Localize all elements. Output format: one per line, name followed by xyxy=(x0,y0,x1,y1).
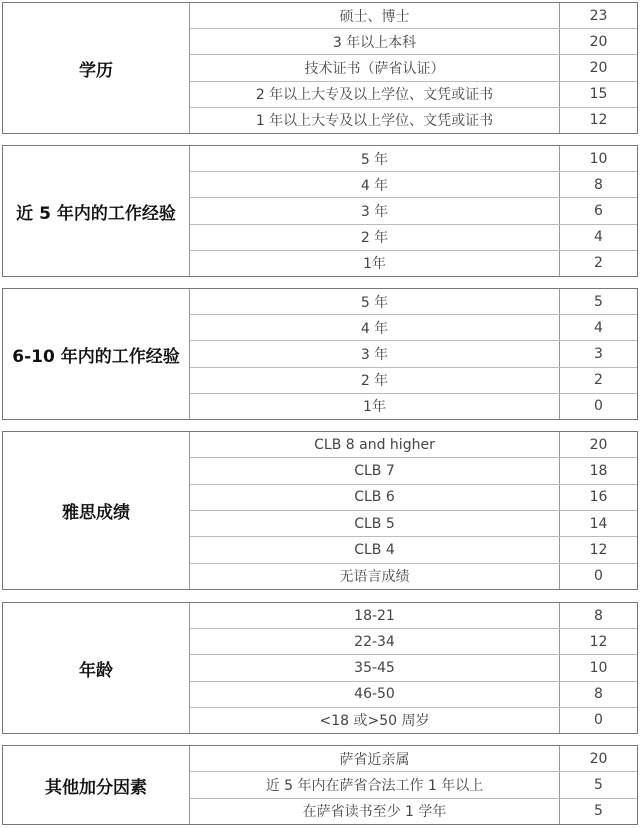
section-rows xyxy=(190,746,637,824)
score-cell: 5 xyxy=(594,776,603,793)
table-row xyxy=(190,432,637,457)
table-row xyxy=(190,707,637,733)
section-table xyxy=(2,145,638,277)
score-cell: 5 xyxy=(594,293,603,310)
item-cell: <18 或>50 周岁 xyxy=(190,708,560,733)
table-row xyxy=(190,107,637,133)
item-cell: 35-45 xyxy=(190,655,560,680)
item-cell: 46-50 xyxy=(190,682,560,707)
score-cell: 4 xyxy=(594,229,603,246)
score-cell: 20 xyxy=(589,750,608,767)
table-row xyxy=(190,746,637,771)
section-title: 年龄 xyxy=(3,603,190,733)
score-cell: 15 xyxy=(589,86,608,103)
table-row xyxy=(190,563,637,589)
item-cell: 3 年以上本科 xyxy=(190,29,560,54)
item-cell: CLB 8 and higher xyxy=(190,432,560,457)
table-row xyxy=(190,457,637,483)
table-row xyxy=(190,340,637,366)
item-cell: 在萨省读书至少 1 学年 xyxy=(190,799,560,824)
item-cell: 萨省近亲属 xyxy=(190,746,560,771)
score-cell: 12 xyxy=(589,633,608,650)
section-rows xyxy=(190,289,637,419)
section-table xyxy=(2,745,638,825)
section-table xyxy=(2,431,638,590)
section-rows xyxy=(190,146,637,276)
section-title: 雅思成绩 xyxy=(3,432,190,589)
table-row xyxy=(190,250,637,276)
table-row xyxy=(190,28,637,54)
section-table xyxy=(2,2,638,134)
table-row xyxy=(190,484,637,510)
score-cell: 0 xyxy=(594,712,603,729)
score-cell: 18 xyxy=(589,462,608,479)
table-row xyxy=(190,367,637,393)
item-cell: 4 年 xyxy=(190,315,560,340)
item-cell: CLB 5 xyxy=(190,511,560,536)
section-title: 6-10 年内的工作经验 xyxy=(3,289,190,419)
item-cell: 22-34 xyxy=(190,629,560,654)
score-cell: 3 xyxy=(594,346,603,362)
table-row xyxy=(190,510,637,536)
table-row xyxy=(190,146,637,171)
item-cell: 3 年 xyxy=(190,341,560,366)
item-cell: CLB 7 xyxy=(190,458,560,483)
section-title: 其他加分因素 xyxy=(3,746,190,824)
score-cell: 0 xyxy=(594,398,603,415)
item-cell: 5 年 xyxy=(190,289,560,314)
score-cell: 10 xyxy=(589,660,608,676)
score-cell: 2 xyxy=(594,372,603,389)
table-row xyxy=(190,654,637,680)
section-table xyxy=(2,288,638,420)
item-cell: 无语言成绩 xyxy=(190,564,560,589)
table-row xyxy=(190,224,637,250)
item-cell: 18-21 xyxy=(190,603,560,628)
item-cell: 2 年以上大专及以上学位、文凭或证书 xyxy=(190,82,560,107)
section-table xyxy=(2,602,638,734)
item-cell: 近 5 年内在萨省合法工作 1 年以上 xyxy=(190,772,560,797)
score-cell: 20 xyxy=(589,33,608,50)
score-cell: 12 xyxy=(589,112,608,129)
table-row xyxy=(190,771,637,797)
score-cell: 14 xyxy=(589,515,608,532)
item-cell: 4 年 xyxy=(190,172,560,197)
section-rows xyxy=(190,432,637,589)
table-row xyxy=(190,197,637,223)
item-cell: 1年 xyxy=(190,251,560,276)
table-row xyxy=(190,3,637,28)
table-row xyxy=(190,81,637,107)
score-cell: 5 xyxy=(594,803,603,820)
section-title: 学历 xyxy=(3,3,190,133)
section-rows xyxy=(190,3,637,133)
item-cell: 硕士、博士 xyxy=(190,3,560,28)
item-cell: 5 年 xyxy=(190,146,560,171)
item-cell: 技术证书（萨省认证） xyxy=(190,55,560,80)
score-cell: 20 xyxy=(589,436,608,453)
table-row xyxy=(190,536,637,562)
score-cell: 2 xyxy=(594,255,603,272)
table-row xyxy=(190,628,637,654)
item-cell: 1 年以上大专及以上学位、文凭或证书 xyxy=(190,108,560,133)
score-cell: 23 xyxy=(589,7,608,24)
score-cell: 4 xyxy=(594,319,603,336)
item-cell: 2 年 xyxy=(190,368,560,393)
table-row xyxy=(190,171,637,197)
score-cell: 6 xyxy=(594,203,603,219)
score-cell: 0 xyxy=(594,568,603,585)
item-cell: 3 年 xyxy=(190,198,560,223)
table-row xyxy=(190,798,637,824)
score-cell: 10 xyxy=(589,150,608,167)
item-cell: CLB 4 xyxy=(190,537,560,562)
table-row xyxy=(190,54,637,80)
section-title: 近 5 年内的工作经验 xyxy=(3,146,190,276)
score-cell: 8 xyxy=(594,176,603,193)
score-cell: 16 xyxy=(589,489,608,506)
score-cell: 12 xyxy=(589,541,608,558)
table-row xyxy=(190,289,637,314)
score-cell: 20 xyxy=(589,60,608,76)
item-cell: 1年 xyxy=(190,394,560,419)
table-row xyxy=(190,681,637,707)
table-row xyxy=(190,393,637,419)
table-row xyxy=(190,603,637,628)
section-rows xyxy=(190,603,637,733)
item-cell: 2 年 xyxy=(190,225,560,250)
score-cell: 8 xyxy=(594,686,603,703)
score-cell: 8 xyxy=(594,607,603,624)
item-cell: CLB 6 xyxy=(190,485,560,510)
table-row xyxy=(190,314,637,340)
